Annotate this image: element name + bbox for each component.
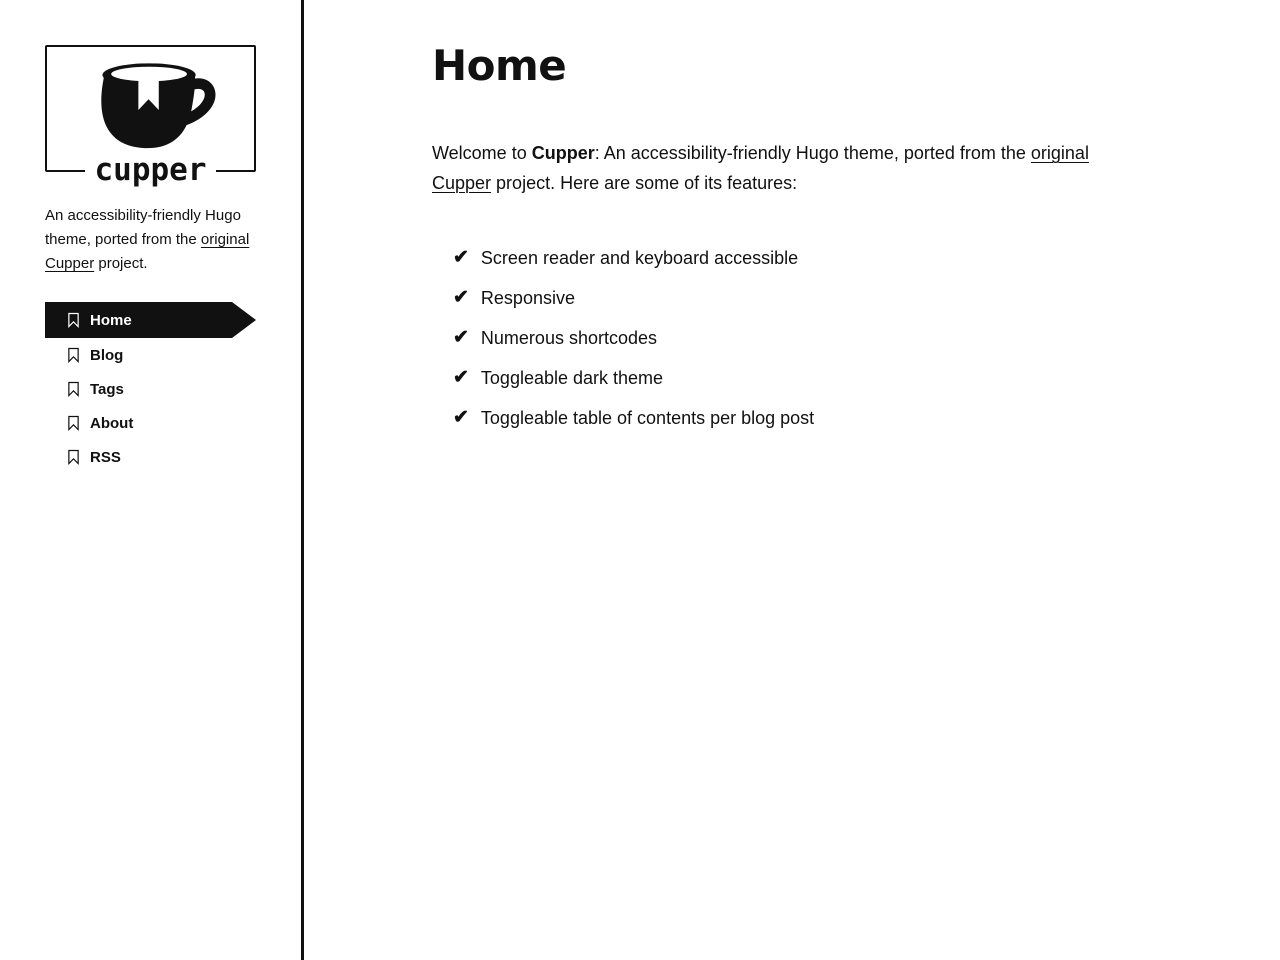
sidebar-inner [45,45,256,474]
nav-link-about[interactable] [45,406,256,440]
sidebar-nav [45,302,256,474]
tagline-text-after: project. [94,255,148,272]
feature-text: Numerous shortcodes [480,327,658,348]
feature-item [453,398,1240,438]
feature-text: Toggleable table of contents per blog post [480,407,815,428]
nav-label-home: Home [90,311,132,329]
feature-text: Toggleable dark theme [480,367,664,388]
nav-item-rss [45,440,256,474]
intro-original-cupper-link[interactable]: original Cupper [432,143,1089,193]
nav-item-tags [45,372,256,406]
nav-item-home [45,302,256,338]
bookmark-icon [67,449,80,465]
main-content [304,0,1280,960]
nav-label-tags: Tags [90,380,124,398]
bookmark-icon [67,381,80,397]
page-title: Home [432,41,567,90]
nav-label-blog: Blog [90,346,124,364]
sidebar [0,0,304,960]
tagline-text-before: An accessibility-friendly Hugo theme, ported from the [45,207,241,248]
nav-link-blog[interactable] [45,338,256,372]
check-icon: ✔ [453,246,469,268]
nav-label-rss: RSS [90,448,121,466]
check-icon: ✔ [453,326,469,348]
feature-text: Screen reader and keyboard accessible [480,247,799,268]
intro-bold-cupper: Cupper [531,143,595,163]
site-logo-text: cupper [85,155,217,186]
feature-item [453,238,1240,278]
check-icon: ✔ [453,286,469,308]
nav-label-about: About [90,414,134,432]
site-tagline [45,204,255,276]
intro-text-3: project. Here are some of its features: [491,173,798,193]
nav-link-rss[interactable] [45,440,256,474]
intro-text-1: Welcome to [432,143,532,163]
intro-text-2: : An accessibility-friendly Hugo theme, ported from the [594,143,1031,163]
nav-item-blog [45,338,256,372]
feature-item [453,278,1240,318]
features-list [453,238,1240,438]
bookmark-icon [67,347,80,363]
check-icon: ✔ [453,366,469,388]
check-icon: ✔ [453,406,469,428]
nav-link-home[interactable] [45,302,232,338]
feature-item [453,358,1240,398]
feature-text: Responsive [480,287,575,308]
sidebar-nav-list [45,302,256,474]
feature-item [453,318,1240,358]
tagline-original-cupper-link[interactable]: original Cupper [45,231,250,272]
cup-bookmark-logo-icon [83,59,219,157]
bookmark-icon [67,312,80,328]
intro-paragraph [432,138,1104,198]
site-logo[interactable] [45,45,256,189]
bookmark-icon [67,415,80,431]
nav-link-tags[interactable] [45,372,256,406]
nav-item-about [45,406,256,440]
